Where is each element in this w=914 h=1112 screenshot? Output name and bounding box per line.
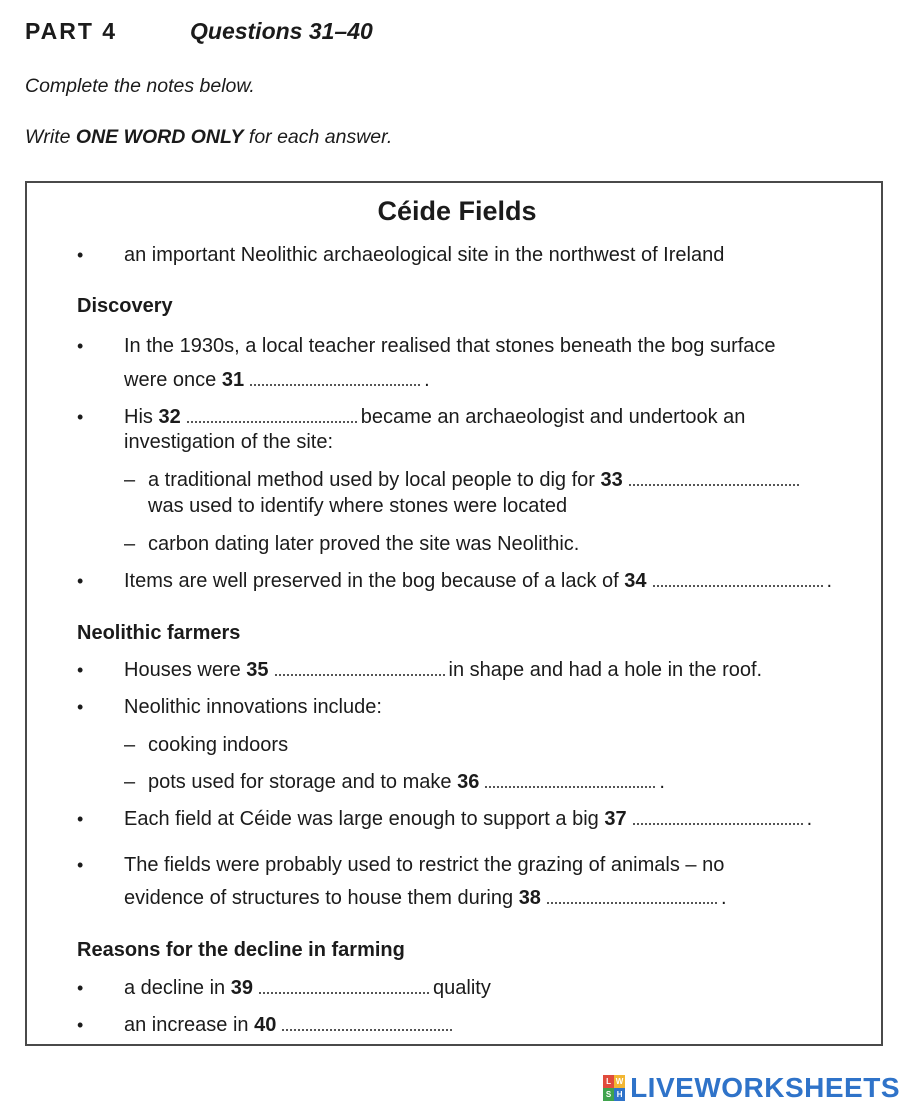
instruction-complete: Complete the notes below. <box>25 75 255 97</box>
section-heading-decline: Reasons for the decline in farming <box>77 939 405 961</box>
farmers-b3: Each field at Céide was large enough to support a big 37 . <box>124 808 813 830</box>
answer-gap-40[interactable] <box>282 1015 452 1031</box>
discovery-b2-line2: investigation of the site: <box>124 431 334 453</box>
question-number-31: 31 <box>221 369 245 391</box>
section-heading-discovery: Discovery <box>77 295 173 317</box>
answer-gap-38[interactable] <box>547 888 717 904</box>
decline-b2: an increase in 40 <box>124 1013 456 1037</box>
instruction-word-limit: Write ONE WORD ONLY for each answer. <box>25 126 393 148</box>
bullet: • <box>77 571 84 591</box>
dash: – <box>124 469 136 491</box>
discovery-sub1-line2: was used to identify where stones were located <box>148 495 568 517</box>
bullet: • <box>77 1015 84 1035</box>
answer-gap-37[interactable] <box>633 809 803 825</box>
discovery-b1-line1: In the 1930s, a local teacher realised that stones beneath the bog surface <box>124 335 776 357</box>
answer-gap-35[interactable] <box>275 660 445 676</box>
discovery-sub2: carbon dating later proved the site was Neolithic. <box>148 533 580 555</box>
answer-gap-32[interactable] <box>187 407 357 423</box>
bullet: • <box>77 407 84 427</box>
answer-gap-33[interactable] <box>629 470 799 486</box>
dash: – <box>124 771 136 793</box>
part-label: PART 4 <box>25 18 118 44</box>
farmers-sub1: cooking indoors <box>148 734 289 756</box>
bullet: • <box>77 855 84 875</box>
discovery-b2-line1: His 32 became an archaeologist and undertook an <box>124 406 746 428</box>
question-number-34: 34 <box>624 570 647 592</box>
discovery-b1-line2: were once 31 . <box>124 369 430 391</box>
intro-text: an important Neolithic archaeological site in the northwest of Ireland <box>124 244 725 266</box>
question-number-37: 37 <box>604 808 627 830</box>
notes-title: Céide Fields <box>377 196 537 226</box>
bullet: • <box>77 978 84 998</box>
question-number-38: 38 <box>518 887 541 909</box>
bullet: • <box>77 809 84 829</box>
answer-gap-31[interactable] <box>250 370 420 386</box>
question-number-35: 35 <box>246 659 269 681</box>
question-number-36: 36 <box>457 771 480 793</box>
farmers-sub2: pots used for storage and to make 36 . <box>148 771 665 793</box>
question-number-39: 39 <box>230 977 253 999</box>
question-range: Questions 31–40 <box>190 18 373 44</box>
dash: – <box>124 533 136 555</box>
question-number-40: 40 <box>254 1014 277 1036</box>
section-heading-farmers: Neolithic farmers <box>77 622 241 644</box>
answer-gap-34[interactable] <box>653 571 823 587</box>
farmers-b4-line2: evidence of structures to house them during 38 . <box>124 887 727 909</box>
liveworksheets-logo[interactable] <box>603 1072 900 1104</box>
farmers-b1: Houses were 35 in shape and had a hole in the roof. <box>124 659 763 681</box>
question-number-32: 32 <box>158 406 181 428</box>
bullet: • <box>77 336 84 356</box>
farmers-b4-line1: The fields were probably used to restrict the grazing of animals – no <box>124 854 725 876</box>
bullet: • <box>77 245 84 265</box>
bullet: • <box>77 660 84 680</box>
discovery-sub1-line1: a traditional method used by local people to dig for 33 <box>148 468 803 492</box>
dash: – <box>124 734 136 756</box>
liveworksheets-logo-text: LIVEWORKSHEETS <box>630 1072 900 1103</box>
discovery-b3: Items are well preserved in the bog because of a lack of 34 . <box>124 570 833 592</box>
decline-b1: a decline in 39 quality <box>124 977 491 999</box>
farmers-b2: Neolithic innovations include: <box>124 696 382 718</box>
answer-gap-36[interactable] <box>485 772 655 788</box>
liveworksheets-logo-icon: L W S H <box>603 1075 625 1101</box>
bullet: • <box>77 697 84 717</box>
answer-gap-39[interactable] <box>259 978 429 994</box>
question-number-33: 33 <box>600 469 623 491</box>
